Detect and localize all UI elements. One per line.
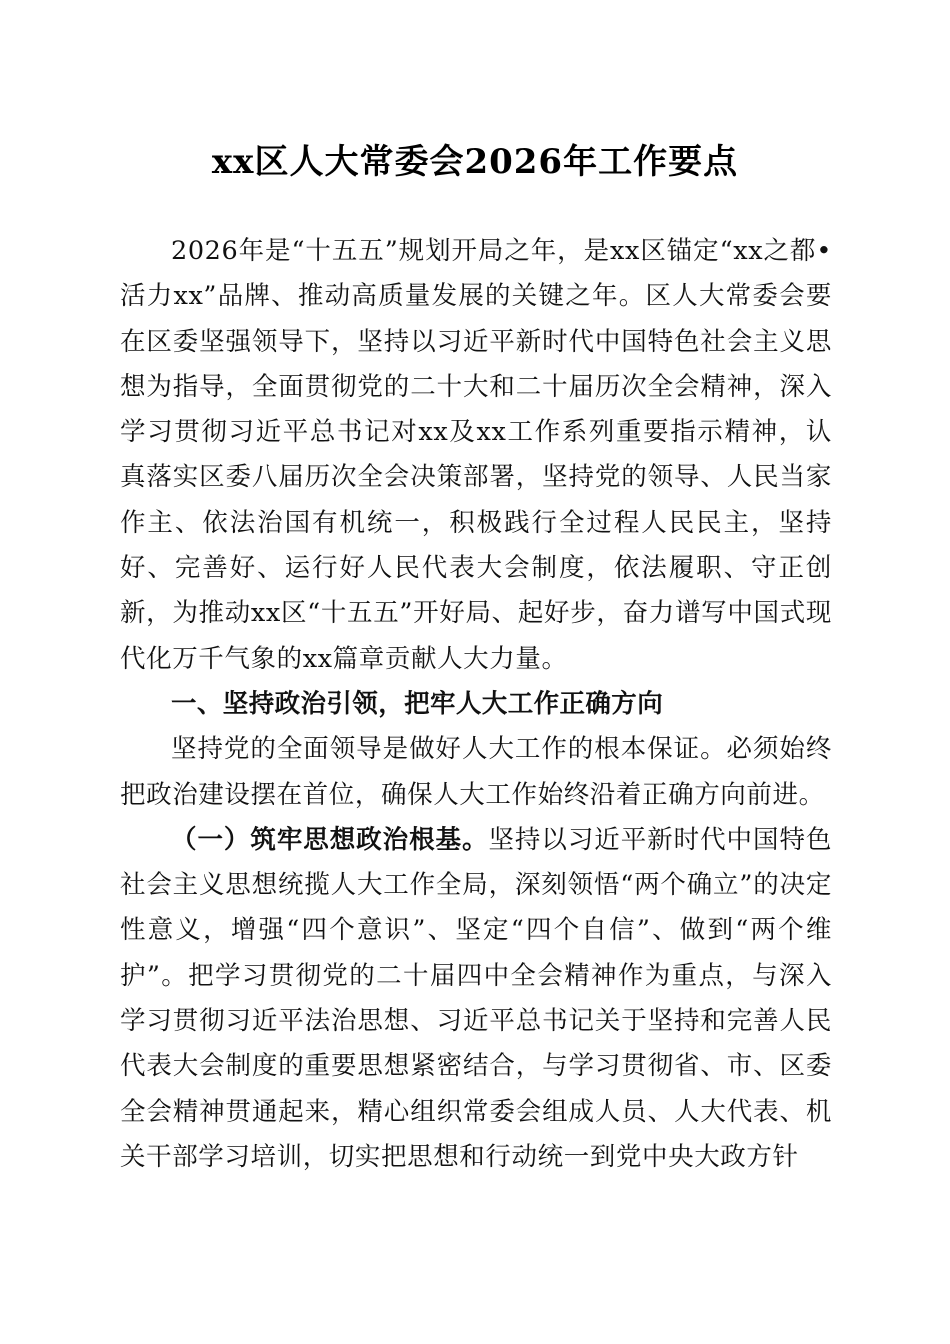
item-paragraph	[120, 818, 832, 1180]
section-heading: 一、坚持政治引领，把牢人大工作正确方向	[171, 688, 664, 719]
document-title: xx区人大常委会2026年工作要点	[211, 142, 739, 182]
item-label: （一）筑牢思想政治根基。	[171, 824, 489, 855]
section-lead-paragraph: 坚持党的全面领导是做好人大工作的根本保证。必须始终把政治建设摆在首位，确保人大工作始终沿着正确方向前进。	[120, 734, 832, 810]
document-body	[120, 229, 832, 1180]
intro-paragraph: 2026年是“十五五”规划开局之年，是xx区锚定“xx之都•活力xx”品牌、推动高质量发展的关键之年。区人大常委会要在区委坚强领导下，坚持以习近平新时代中国特色社会主义思想为指导，全面贯彻党的二十大和二十届历次全会精神，深入学习贯彻习近平总书记对xx及xx工作系列重要指示精神，认真落实区委八届历次全会决策部署，坚持党的领导、人民当家作主、依法治国有机统一，积极践行全过程人民民主，坚持好、完善好、运行好人民代表大会制度，依法履职、守正创新，为推动xx区“十五五”开好局、起好步，奋力谱写中国式现代化万千气象的xx篇章贡献人大力量。	[120, 236, 832, 674]
item-text: 坚持以习近平新时代中国特色社会主义思想统揽人大工作全局，深刻领悟“两个确立”的决定性意义，增强“四个意识”、坚定“四个自信”、做到“两个维护”。把学习贯彻党的二十届四中全会精神作为重点，与深入学习贯彻习近平法治思想、习近平总书记关于坚持和完善人民代表大会制度的重要思想紧密结合，与学习贯彻省、市、区委全会精神贯通起来，精心组织常委会组成人员、人大代表、机关干部学习培训，切实把思想和行动统一到党中央大政方针	[120, 824, 832, 1172]
